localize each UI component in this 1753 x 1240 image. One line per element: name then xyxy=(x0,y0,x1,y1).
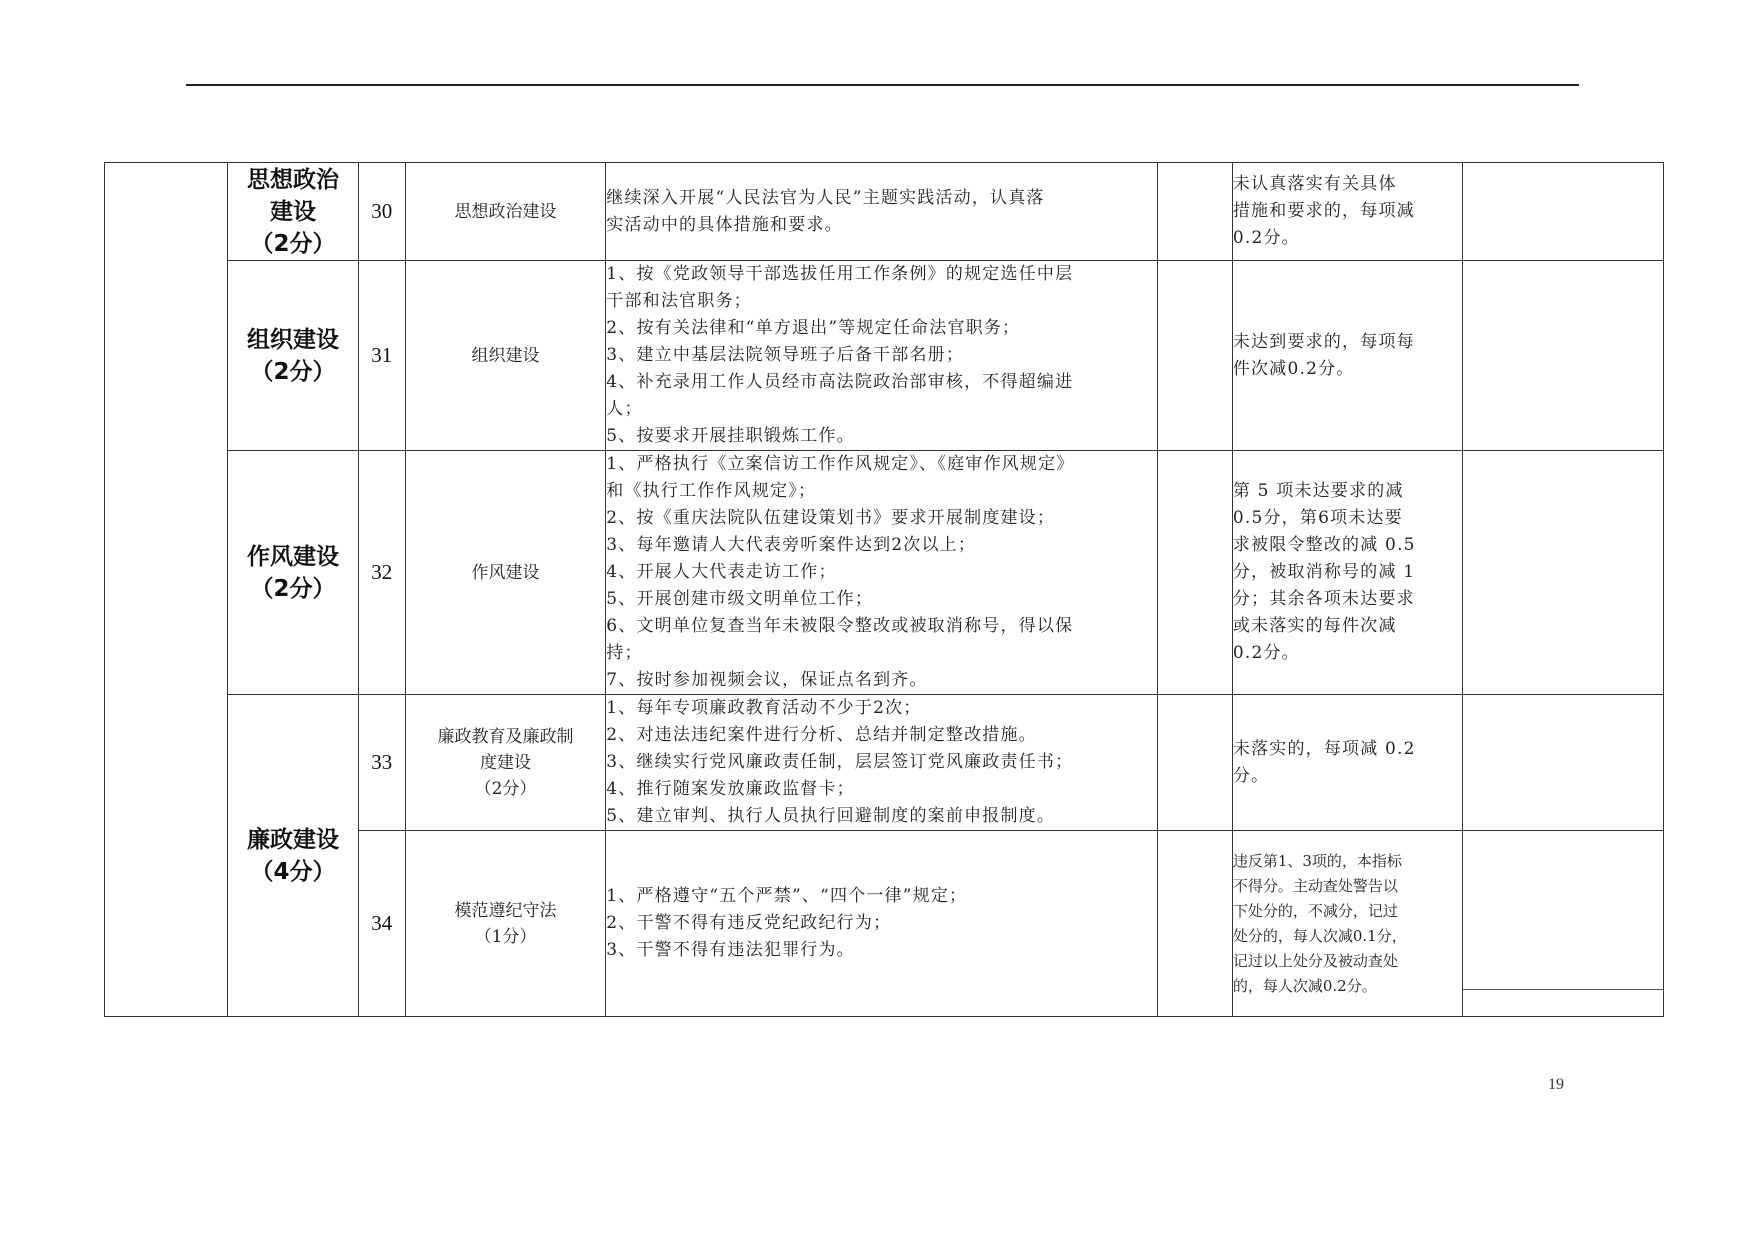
item-name xyxy=(405,163,606,261)
blank-score-cell xyxy=(1157,451,1232,695)
category-text: 建设 xyxy=(269,198,316,225)
blank-remark-cell xyxy=(1463,261,1664,451)
blank-score-cell xyxy=(1157,695,1232,831)
content-line: 3、继续实行党风廉政责任制，层层签订党风廉政责任书； xyxy=(606,752,1074,772)
item-content xyxy=(606,831,1157,1017)
content-line: 继续深入开展“人民法官为人民”主题实践活动，认真落 xyxy=(606,187,1045,208)
item-content xyxy=(606,695,1157,831)
content-line: 5、按要求开展挂职锻炼工作。 xyxy=(606,426,855,446)
content-line: 2、按《重庆法院队伍建设策划书》要求开展制度建设； xyxy=(606,508,1056,528)
category-cell xyxy=(228,261,358,451)
content-line: 持； xyxy=(606,643,643,663)
content-line: 1、每年专项廉政教育活动不少于2次； xyxy=(606,698,922,718)
penalty-cell xyxy=(1232,695,1463,831)
content-line: 2、对违法违纪案件进行分析、总结并制定整改措施。 xyxy=(606,725,1037,745)
content-line: 人； xyxy=(606,399,643,419)
penalty-line: 措施和要求的，每项减 xyxy=(1232,201,1415,221)
penalty-line: 未达到要求的，每项每 xyxy=(1232,331,1415,352)
page-number: 19 xyxy=(1548,1076,1564,1093)
item-name-text: 作风建设 xyxy=(471,562,540,583)
penalty-line: 分；其余各项未达要求 xyxy=(1232,589,1415,609)
item-name-text: 组织建设 xyxy=(471,345,540,366)
penalty-line: 违反第1、3项的，本指标 xyxy=(1232,851,1402,870)
blank-remark-cell xyxy=(1463,831,1664,1017)
category-cell xyxy=(228,695,358,1017)
item-name-score: （2分） xyxy=(474,778,537,799)
table-row xyxy=(105,695,1664,831)
blank-score-cell xyxy=(1157,261,1232,451)
item-name-score: （1分） xyxy=(474,926,537,947)
item-name-text: 模范遵纪守法 xyxy=(454,900,557,921)
penalty-line: 未认真落实有关具体 xyxy=(1232,174,1397,194)
blank-score-cell xyxy=(1157,163,1232,261)
item-name xyxy=(405,451,606,695)
content-line: 6、文明单位复查当年未被限令整改或被取消称号，得以保 xyxy=(606,616,1074,636)
table-row xyxy=(105,163,1664,261)
item-name xyxy=(405,831,606,1017)
penalty-cell xyxy=(1232,163,1463,261)
content-line: 1、严格遵守“五个严禁”、“四个一律”规定； xyxy=(606,886,968,906)
category-score: （2分） xyxy=(250,230,336,257)
category-score: （4分） xyxy=(250,858,336,885)
penalty-line: 处分的，每人次减0.1分， xyxy=(1232,926,1407,945)
item-number: 30 xyxy=(358,163,405,261)
item-number: 32 xyxy=(358,451,405,695)
penalty-line: 记过以上处分及被动查处 xyxy=(1232,951,1398,970)
blank-remark-cell xyxy=(1463,451,1664,695)
penalty-line: 的，每人次减0.2分。 xyxy=(1232,976,1377,995)
category-cell xyxy=(228,451,358,695)
content-line: 4、补充录用工作人员经市高法院政治部审核，不得超编进 xyxy=(606,372,1074,392)
header-rule xyxy=(186,84,1579,86)
item-content xyxy=(606,261,1157,451)
content-line: 和《执行工作作风规定》； xyxy=(606,481,817,501)
penalty-line: 求被限令整改的减 0.5 xyxy=(1232,535,1416,555)
category-text: 组织建设 xyxy=(246,326,339,353)
content-line: 3、建立中基层法院领导班子后备干部名册； xyxy=(606,345,965,365)
category-text: 思想政治 xyxy=(246,166,339,193)
item-name-text: 廉政教育及廉政制 xyxy=(437,726,574,747)
penalty-cell xyxy=(1232,451,1463,695)
content-line: 1、严格执行《立案信访工作作风规定》、《庭审作风规定》 xyxy=(606,454,1075,474)
content-line: 1、按《党政领导干部选拔任用工作条例》的规定选任中层 xyxy=(606,264,1074,284)
content-line: 2、按有关法律和“单方退出”等规定任命法官职务； xyxy=(606,318,1021,338)
penalty-line: 件次减0.2分。 xyxy=(1232,358,1355,379)
blank-left-cell xyxy=(105,163,228,1017)
content-line: 5、建立审判、执行人员执行回避制度的案前申报制度。 xyxy=(606,806,1056,826)
item-content xyxy=(606,451,1157,695)
content-line: 5、开展创建市级文明单位工作； xyxy=(606,589,874,609)
penalty-line: 0.2分。 xyxy=(1232,643,1300,663)
content-line: 4、开展人大代表走访工作； xyxy=(606,562,837,582)
category-score: （2分） xyxy=(250,358,336,385)
content-line: 3、干警不得有违法犯罪行为。 xyxy=(606,940,855,960)
content-line: 7、按时参加视频会议，保证点名到齐。 xyxy=(606,670,928,690)
penalty-line: 分，被取消称号的减 1 xyxy=(1232,562,1416,582)
penalty-line: 不得分。主动查处警告以 xyxy=(1232,876,1398,895)
table-row xyxy=(105,451,1664,695)
penalty-cell xyxy=(1232,831,1463,1017)
category-text: 廉政建设 xyxy=(246,826,339,853)
content-line: 3、每年邀请人大代表旁听案件达到2次以上； xyxy=(606,535,977,555)
penalty-line: 第 5 项未达要求的减 xyxy=(1232,481,1404,501)
penalty-line: 分。 xyxy=(1232,765,1270,786)
item-number: 34 xyxy=(358,831,405,1017)
content-line: 2、干警不得有违反党纪政纪行为； xyxy=(606,913,892,933)
item-number: 33 xyxy=(358,695,405,831)
item-name xyxy=(405,261,606,451)
blank-remark-cell xyxy=(1463,163,1664,261)
item-name xyxy=(405,695,606,831)
content-line: 实活动中的具体措施和要求。 xyxy=(606,214,843,235)
penalty-line: 或未落实的每件次减 xyxy=(1232,616,1397,636)
item-name-text: 度建设 xyxy=(480,752,531,773)
content-line: 干部和法官职务； xyxy=(606,291,752,311)
blank-remark-cell xyxy=(1463,695,1664,831)
item-number: 31 xyxy=(358,261,405,451)
content-line: 4、推行随案发放廉政监督卡； xyxy=(606,779,855,799)
item-name-text: 思想政治建设 xyxy=(454,201,557,222)
penalty-line: 未落实的，每项减 0.2 xyxy=(1232,738,1416,759)
penalty-cell xyxy=(1232,261,1463,451)
category-score: （2分） xyxy=(250,575,336,602)
penalty-line: 下处分的，不减分，记过 xyxy=(1232,901,1398,920)
penalty-line: 0.2分。 xyxy=(1232,228,1300,248)
category-cell xyxy=(228,163,358,261)
inner-divider xyxy=(1463,989,1663,990)
item-content xyxy=(606,163,1157,261)
penalty-line: 0.5分，第6项未达要 xyxy=(1232,508,1403,528)
evaluation-table xyxy=(104,162,1664,1017)
category-text: 作风建设 xyxy=(246,543,339,570)
blank-score-cell xyxy=(1157,831,1232,1017)
table-row xyxy=(105,261,1664,451)
